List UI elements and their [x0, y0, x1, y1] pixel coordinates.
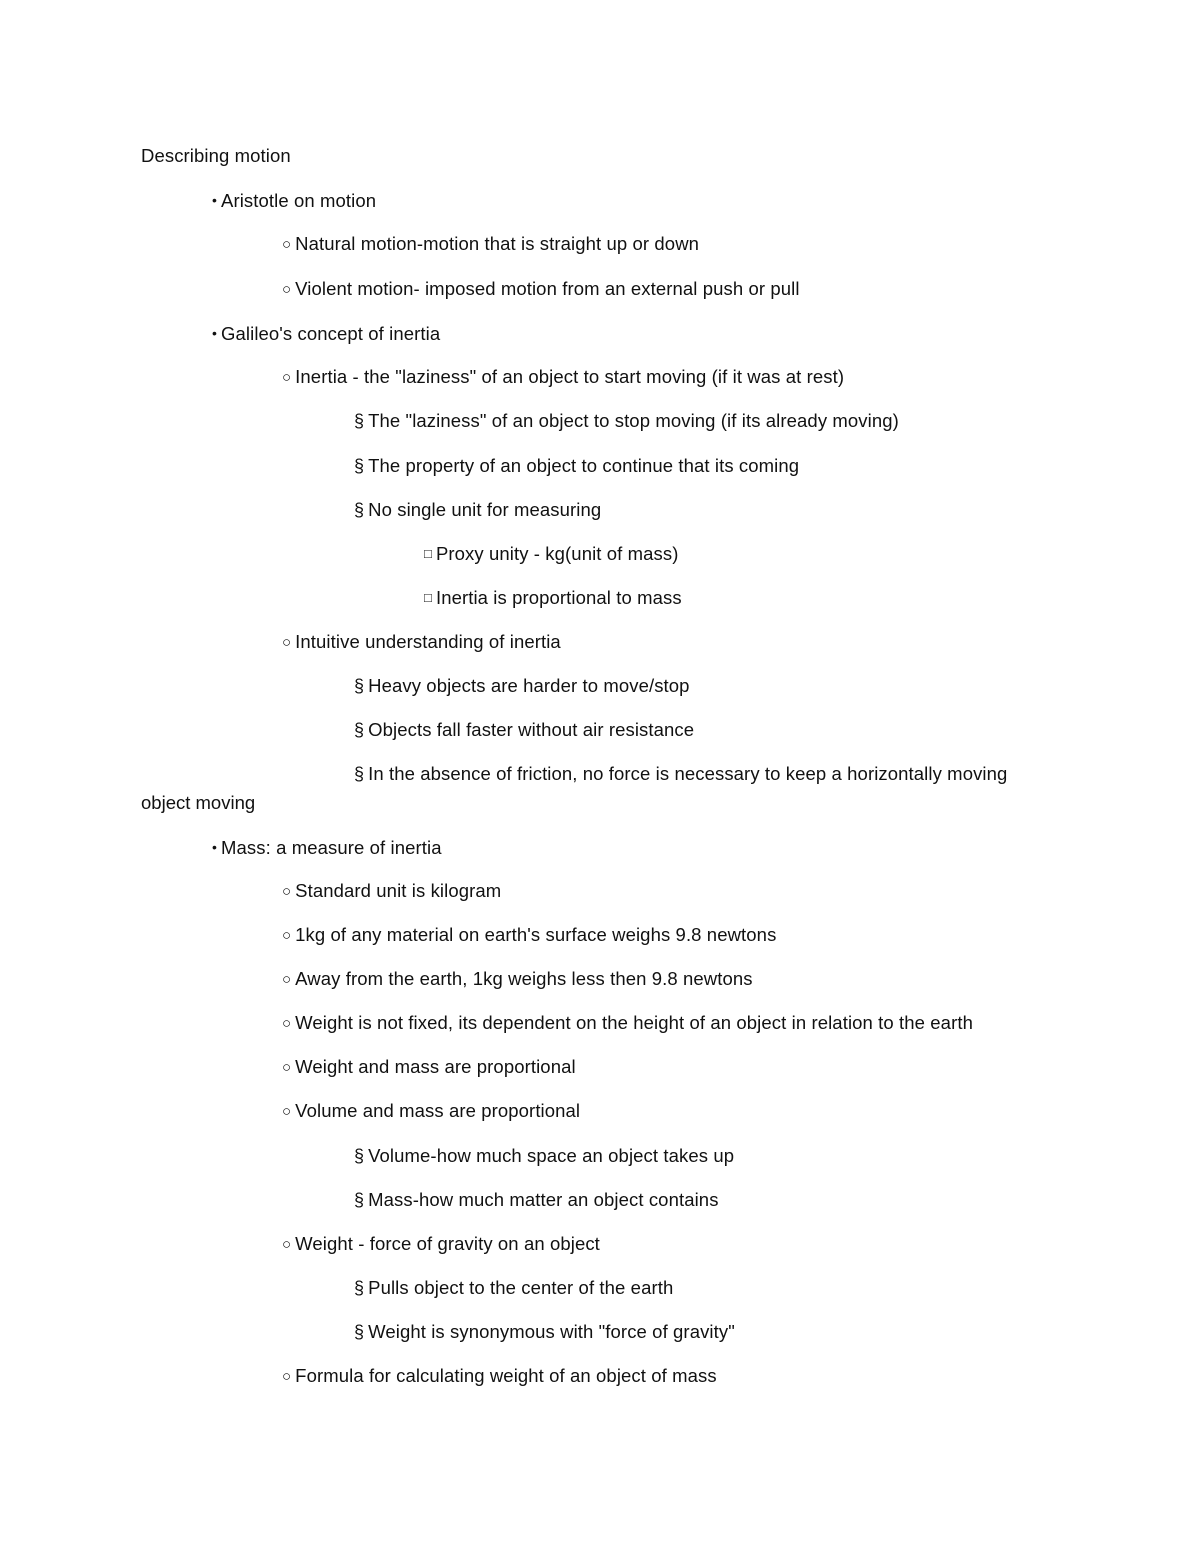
- list-item: [424, 543, 679, 565]
- bullet-section-icon: §: [354, 411, 365, 431]
- bullet-section-icon: §: [354, 764, 365, 784]
- bullet-circle-icon: ○: [282, 1368, 292, 1385]
- bullet-square-icon: □: [424, 590, 432, 605]
- bullet-section-icon: §: [354, 1146, 365, 1166]
- list-item-text: Inertia is proportional to mass: [435, 587, 682, 608]
- list-item: [354, 499, 601, 521]
- bullet-circle-icon: ○: [282, 1236, 292, 1253]
- bullet-circle-icon: ○: [282, 883, 292, 900]
- list-item: [354, 1145, 734, 1167]
- bullet-circle-icon: ○: [282, 281, 292, 298]
- list-item: [282, 278, 800, 301]
- list-item: [424, 587, 682, 609]
- list-item: [282, 1100, 580, 1123]
- list-item-text: Violent motion- imposed motion from an external push or pull: [295, 278, 800, 299]
- bullet-disc-icon: •: [212, 839, 218, 855]
- list-item-text: Away from the earth, 1kg weighs less then 9.8 newtons: [295, 968, 753, 989]
- list-item-text: Inertia - the "laziness" of an object to start moving (if it was at rest): [295, 366, 845, 387]
- list-item: [282, 1365, 717, 1388]
- bullet-section-icon: §: [354, 1278, 365, 1298]
- list-item: [354, 1321, 735, 1343]
- list-item: [354, 1189, 719, 1211]
- list-item-text: No single unit for measuring: [368, 499, 602, 520]
- list-item: [354, 763, 1007, 785]
- bullet-circle-icon: ○: [282, 634, 292, 651]
- list-item-text: In the absence of friction, no force is necessary to keep a horizontally moving: [368, 763, 1008, 784]
- list-item-text: Natural motion-motion that is straight up or down: [295, 233, 700, 254]
- list-item: [212, 189, 376, 212]
- document-title: Describing motion: [141, 145, 291, 166]
- list-item-text: Weight is synonymous with "force of gravity": [368, 1321, 735, 1342]
- list-item: [282, 968, 753, 991]
- list-item: [282, 1012, 973, 1035]
- list-item-text: The "laziness" of an object to stop moving (if its already moving): [368, 410, 899, 431]
- bullet-section-icon: §: [354, 676, 365, 696]
- bullet-disc-icon: •: [212, 192, 218, 208]
- list-item-text: The property of an object to continue that its coming: [368, 455, 800, 476]
- list-item: [282, 1233, 600, 1256]
- bullet-circle-icon: ○: [282, 927, 292, 944]
- list-item: [282, 233, 699, 256]
- list-item-continuation: object moving: [141, 792, 256, 813]
- list-item-text: Objects fall faster without air resistance: [368, 719, 695, 740]
- list-item: [354, 1277, 673, 1299]
- bullet-square-icon: □: [424, 546, 432, 561]
- list-item: [282, 880, 501, 903]
- list-item: [354, 719, 694, 741]
- list-item-text: Mass: a measure of inertia: [221, 837, 442, 858]
- list-item-text: Weight and mass are proportional: [295, 1056, 576, 1077]
- bullet-circle-icon: ○: [282, 236, 292, 253]
- list-item: [354, 410, 899, 432]
- list-item: [282, 1056, 576, 1079]
- list-item-text: 1kg of any material on earth's surface weighs 9.8 newtons: [295, 924, 777, 945]
- list-item-text: Weight - force of gravity on an object: [295, 1233, 600, 1254]
- list-item-text: Heavy objects are harder to move/stop: [368, 675, 690, 696]
- bullet-section-icon: §: [354, 1190, 365, 1210]
- bullet-section-icon: §: [354, 456, 365, 476]
- list-item: [354, 675, 690, 697]
- bullet-circle-icon: ○: [282, 1103, 292, 1120]
- bullet-circle-icon: ○: [282, 1059, 292, 1076]
- list-item-text: Pulls object to the center of the earth: [368, 1277, 674, 1298]
- list-item: [282, 366, 844, 389]
- bullet-section-icon: §: [354, 720, 365, 740]
- bullet-circle-icon: ○: [282, 369, 292, 386]
- list-item-text: Mass-how much matter an object contains: [368, 1189, 719, 1210]
- list-item-text: Standard unit is kilogram: [295, 880, 502, 901]
- list-item-text: Volume-how much space an object takes up: [368, 1145, 735, 1166]
- bullet-circle-icon: ○: [282, 971, 292, 988]
- bullet-circle-icon: ○: [282, 1015, 292, 1032]
- list-item: [212, 322, 440, 345]
- bullet-section-icon: §: [354, 1322, 365, 1342]
- list-item-text: Proxy unity - kg(unit of mass): [435, 543, 679, 564]
- list-item-text: Volume and mass are proportional: [295, 1100, 581, 1121]
- list-item: [282, 631, 561, 654]
- list-item: [354, 455, 799, 477]
- list-item: [212, 836, 442, 859]
- list-item-text: Aristotle on motion: [221, 190, 377, 211]
- list-item-text: Intuitive understanding of inertia: [295, 631, 561, 652]
- list-item-text: Weight is not fixed, its dependent on the height of an object in relation to the earth: [295, 1012, 973, 1033]
- list-item-text: Galileo's concept of inertia: [221, 323, 441, 344]
- bullet-section-icon: §: [354, 500, 365, 520]
- list-item-text: Formula for calculating weight of an object of mass: [295, 1365, 717, 1386]
- bullet-disc-icon: •: [212, 325, 218, 341]
- list-item: [282, 924, 776, 947]
